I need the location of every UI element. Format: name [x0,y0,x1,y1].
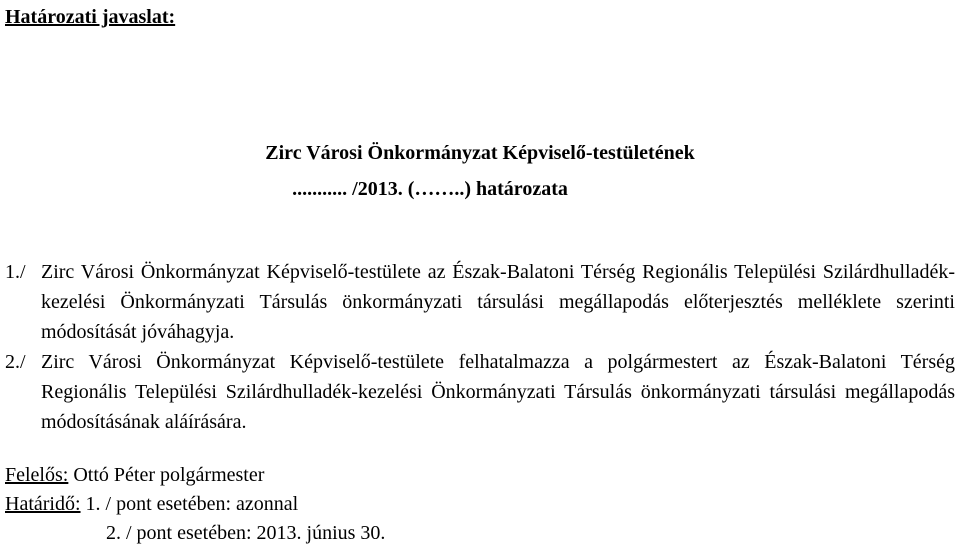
responsible-value: Ottó Péter polgármester [73,464,265,486]
deadline-value-1: 1. / pont esetében: azonnal [85,493,299,515]
point-text: Zirc Városi Önkormányzat Képviselő-testülete az Észak-Balatoni Térség Regionális Települési Szilárdhulladék-kezelési Önkormányzati Társulás önkormányzati társulási megállapodás előterjesztés melléklete szerinti módosítását jóváhagyja. [41,261,955,343]
point-text: Zirc Városi Önkormányzat Képviselő-testülete felhatalmazza a polgármestert az Észak-Balatoni Térség Regionális Települési Szilárdhulladék-kezelési Önkormányzati Társulás önkormányzati társulási megállapodás módosításának aláírására. [41,351,955,433]
deadline-line-2 [106,519,385,547]
deadline-line-1 [5,490,298,518]
resolution-number: ........... /2013. (……..) határozata [292,178,568,200]
responsible-label: Felelős: [5,464,69,486]
resolution-point-2 [5,347,955,437]
deadline-label: Határidő: [5,493,81,515]
point-number: 1./ [5,261,26,283]
responsible-line [5,461,264,489]
resolution-point-1 [5,257,955,347]
resolution-title: Zirc Városi Önkormányzat Képviselő-testületének [265,142,695,164]
point-number: 2./ [5,351,26,373]
deadline-value-2: 2. / pont esetében: 2013. június 30. [106,522,386,544]
proposal-heading: Határozati javaslat: [5,6,176,28]
